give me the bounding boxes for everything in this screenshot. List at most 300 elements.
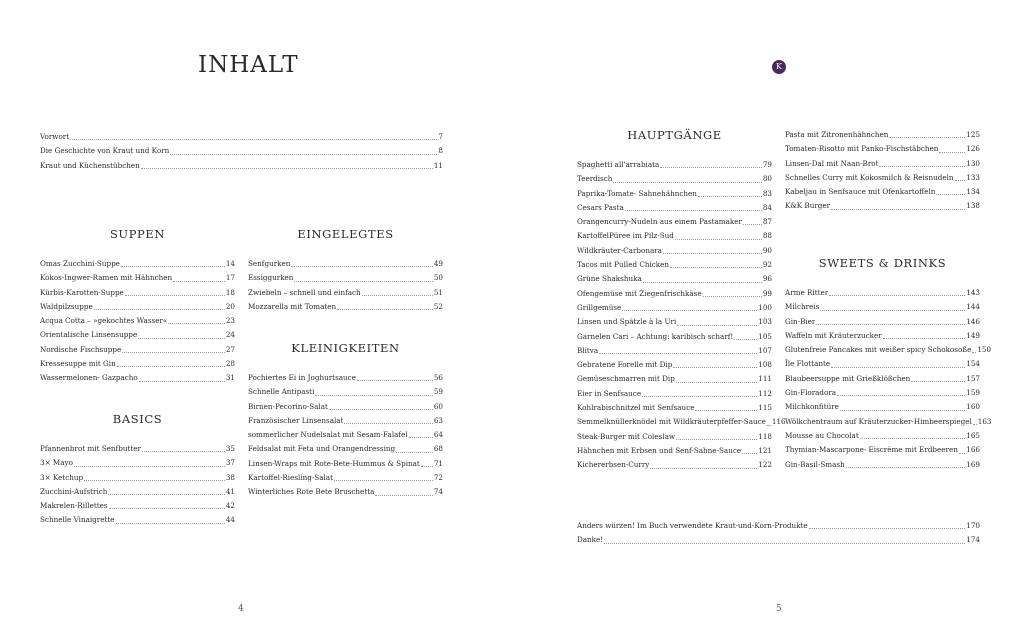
dot-leader — [660, 167, 762, 168]
dot-leader — [837, 395, 965, 396]
toc-entry-title: Gebratene Forelle mit Dip — [577, 360, 673, 370]
toc-entry-page: 143 — [966, 288, 980, 297]
dot-leader — [362, 295, 433, 296]
dot-leader — [939, 152, 965, 153]
toc-entry-page: 138 — [966, 201, 980, 211]
toc-entry-title: Gemüseschmarren mit Dip — [577, 374, 675, 384]
toc-entry — [577, 372, 772, 386]
toc-entry-page: 154 — [966, 359, 980, 369]
toc-entry-title: Schnelle Antipasti — [248, 387, 315, 397]
toc-entry-title: Eier in Senfsauce — [577, 388, 642, 398]
more-mains-list — [785, 128, 980, 214]
toc-entry-page: 160 — [966, 402, 980, 412]
toc-entry-title: Danke! — [577, 535, 604, 545]
toc-entry-title: K&K Burger — [785, 201, 831, 211]
dot-leader — [676, 439, 757, 440]
toc-entry-title: Kichererbsen-Curry — [577, 460, 650, 470]
toc-entry — [577, 533, 980, 547]
toc-entry-page: 105 — [758, 331, 772, 341]
toc-entry-page: 64 — [433, 430, 443, 440]
toc-entry-page: 24 — [225, 330, 235, 340]
toc-entry-page: 17 — [225, 273, 235, 283]
dot-leader — [121, 266, 225, 267]
toc-entry-page: 28 — [225, 359, 235, 369]
dot-leader — [622, 310, 757, 311]
toc-entry-title: Wassermelonen- Gazpacho — [40, 373, 138, 383]
sweets-section — [785, 256, 992, 472]
toc-entry-title: Orangencurry-Nudeln aus einem Pastamaker — [577, 217, 742, 227]
toc-entry-title: Pasta mit Zitronenhähnchen — [785, 130, 889, 139]
toc-entry — [40, 371, 235, 385]
dot-leader — [973, 424, 977, 425]
toc-entry — [577, 158, 772, 172]
section-heading: SUPPEN — [109, 227, 166, 241]
toc-entry — [785, 343, 992, 357]
toc-entry-title: 3× Mayo — [40, 458, 73, 468]
toc-entry — [785, 386, 980, 400]
toc-entry — [785, 128, 980, 142]
toc-entry-page: 111 — [758, 374, 772, 384]
toc-entry-page: 125 — [966, 130, 980, 139]
toc-entry — [577, 201, 772, 215]
toc-entry — [577, 344, 772, 358]
dot-leader — [676, 382, 757, 383]
toc-entry — [40, 159, 443, 173]
toc-entry — [577, 358, 772, 372]
toc-entry — [248, 457, 443, 471]
toc-entry-page: 99 — [762, 288, 772, 298]
page-number: 5 — [776, 604, 782, 614]
hauptgaenge-list — [577, 158, 786, 473]
toc-entry-title: Schnelles Curry mit Kokosmilch & Reisnudeln — [785, 172, 954, 182]
toc-entry-page: 38 — [225, 472, 235, 482]
dot-leader — [357, 380, 433, 381]
dot-leader — [142, 451, 225, 452]
toc-entry — [40, 485, 235, 499]
toc-entry-page: 96 — [762, 274, 772, 284]
toc-entry-title: Vorwort — [40, 132, 70, 141]
outro-section — [577, 519, 980, 548]
toc-entry-title: Nordische Fischsuppe — [40, 344, 122, 354]
toc-entry-title: Grüne Shakshuka — [577, 274, 642, 284]
toc-entry-page: 52 — [433, 301, 443, 311]
toc-entry — [785, 443, 980, 457]
toc-entry-title: Orientalische Linsensuppe — [40, 330, 138, 340]
toc-entry-title: Paprika-Tomate- Sahnehähnchen — [577, 188, 697, 198]
dot-leader — [109, 508, 225, 509]
toc-entry-page: 60 — [433, 401, 443, 411]
toc-entry-title: Kabeljau in Senfsauce mit Ofenkartoffeln — [785, 187, 936, 197]
more-mains-section — [785, 128, 980, 214]
toc-entry — [248, 257, 443, 271]
dot-leader — [116, 523, 225, 524]
section-heading: KLEINIGKEITEN — [291, 341, 400, 355]
toc-entry-title: Arme Ritter — [785, 288, 829, 297]
dot-leader — [959, 453, 965, 454]
dot-leader — [599, 353, 757, 354]
toc-entry — [40, 471, 235, 485]
dot-leader — [650, 468, 757, 469]
toc-entry-page: 92 — [762, 260, 772, 270]
dot-leader — [294, 281, 432, 282]
toc-entry-page: 56 — [433, 373, 443, 382]
toc-entry — [577, 258, 772, 272]
toc-entry-title: Blitva — [577, 345, 599, 355]
toc-entry-page: 11 — [433, 160, 443, 170]
dot-leader — [955, 180, 966, 181]
toc-entry-title: Zwiebeln – schnell und einfach — [248, 287, 361, 297]
dot-leader — [421, 466, 433, 467]
dot-leader — [329, 409, 433, 410]
toc-entry-page: 146 — [966, 316, 980, 326]
toc-entry-page: 121 — [758, 445, 772, 455]
toc-entry-title: Garnelen Cari – Achtung: karibisch scharf! — [577, 331, 734, 341]
toc-entry-page: 23 — [225, 316, 235, 326]
toc-entry-page: 144 — [966, 302, 980, 312]
dot-leader — [734, 339, 757, 340]
toc-entry-page: 157 — [966, 373, 980, 383]
dot-leader — [315, 395, 432, 396]
eingelegtes-section — [248, 227, 443, 314]
toc-entry — [577, 229, 772, 243]
toc-entry-title: KartoffelPüree im Pilz-Sud — [577, 231, 674, 241]
toc-entry-title: Die Geschichte von Kraut und Korn — [40, 146, 170, 156]
dot-leader — [117, 366, 225, 367]
dot-leader — [396, 452, 433, 453]
toc-entry-page: 79 — [762, 160, 772, 169]
dot-leader — [125, 295, 225, 296]
toc-entry — [248, 400, 443, 414]
toc-entry-page: 68 — [433, 444, 443, 454]
dot-leader — [613, 182, 761, 183]
toc-entry — [785, 329, 980, 343]
dot-leader — [625, 210, 762, 211]
toc-entry-page: 159 — [966, 388, 980, 398]
toc-entry-page: 51 — [433, 287, 443, 297]
dot-leader — [643, 282, 762, 283]
toc-entry-title: Spaghetti all'arrabiata — [577, 160, 660, 169]
dot-leader — [809, 528, 966, 529]
toc-entry — [40, 144, 443, 158]
toc-entry — [577, 244, 772, 258]
dot-leader — [972, 352, 976, 353]
toc-entry-page: 41 — [225, 486, 235, 496]
dot-leader — [742, 453, 757, 454]
toc-entry — [248, 371, 443, 385]
toc-entry-page: 134 — [966, 187, 980, 197]
toc-entry — [785, 185, 980, 199]
toc-entry — [40, 130, 443, 144]
toc-entry-title: Kohlrabischnitzel mit Senfsauce — [577, 403, 695, 413]
toc-entry-page: 18 — [225, 287, 235, 297]
toc-entry-title: Cesars Pasta — [577, 202, 624, 212]
toc-entry-page: 42 — [225, 501, 235, 511]
dot-leader — [74, 466, 225, 467]
dot-leader — [911, 381, 965, 382]
toc-entry-page: 7 — [438, 132, 443, 141]
dot-leader — [829, 295, 965, 296]
kleinigkeiten-section — [248, 341, 443, 500]
toc-entry — [248, 414, 443, 428]
dot-leader — [860, 438, 966, 439]
section-heading: EINGELEGTES — [297, 227, 394, 241]
toc-entry-page: 72 — [433, 473, 443, 483]
toc-entry — [40, 271, 235, 285]
toc-entry-title: Gin-Basil-Smash — [785, 459, 845, 469]
toc-entry-page: 116 — [771, 417, 786, 427]
dot-leader — [108, 494, 224, 495]
toc-entry-page: 35 — [225, 444, 235, 453]
toc-entry-page: 20 — [225, 301, 235, 311]
toc-entry-page: 80 — [762, 174, 772, 184]
toc-entry-page: 71 — [433, 458, 443, 468]
dot-leader — [170, 154, 437, 155]
dot-leader — [141, 168, 433, 169]
toc-entry-title: Milchkonfitüre — [785, 402, 839, 412]
toc-entry-title: Thymian-Mascarpone- Eiscrème mit Erdbeeren — [785, 445, 958, 455]
kleinigkeiten-list — [248, 371, 443, 500]
toc-entry — [40, 314, 235, 328]
toc-entry — [248, 428, 443, 442]
dot-leader — [695, 410, 757, 411]
toc-entry-page: 49 — [433, 259, 443, 268]
toc-entry-title: Birnen-Pecorino-Salat — [248, 401, 328, 411]
dot-leader — [743, 224, 762, 225]
toc-entry — [40, 499, 235, 513]
toc-entry-title: Tacos mit Pulled Chicken — [577, 260, 670, 270]
toc-entry-title: Schnelle Vinaigrette — [40, 515, 115, 525]
toc-entry-page: 165 — [966, 430, 980, 440]
toc-entry — [577, 287, 772, 301]
toc-entry-title: Anders würzen! Im Buch verwendete Kraut-und-Korn-Produkte — [577, 521, 808, 530]
toc-entry — [577, 401, 772, 415]
toc-entry — [248, 485, 443, 499]
toc-entry-page: 108 — [758, 360, 772, 370]
toc-entry — [248, 442, 443, 456]
toc-entry-title: Mousse au Chocolat — [785, 430, 859, 440]
toc-entry — [40, 513, 235, 527]
toc-entry-title: Kressesuppe mit Gin — [40, 359, 116, 369]
toc-entry — [785, 415, 992, 429]
toc-entry-title: Kraut und Küchenstübchen — [40, 160, 140, 170]
toc-entry-title: Winterliches Rote Bete Bruschetta — [248, 487, 375, 497]
toc-entry-title: Steak-Burger mit Coleslaw — [577, 431, 676, 441]
sweets-list — [785, 286, 992, 472]
dot-leader — [677, 325, 757, 326]
section-heading: BASICS — [112, 412, 163, 426]
toc-entry-title: Mozzarella mit Tomaten — [248, 301, 337, 311]
toc-entry-title: 3× Ketchup — [40, 472, 84, 482]
page-title: INHALT — [198, 52, 299, 78]
dot-leader — [409, 437, 433, 438]
toc-entry — [577, 187, 772, 201]
toc-entry — [577, 215, 772, 229]
dot-leader — [703, 296, 762, 297]
toc-entry-page: 63 — [433, 415, 443, 425]
toc-entry — [248, 286, 443, 300]
toc-entry — [40, 357, 235, 371]
toc-entry-title: Teerdisch — [577, 174, 613, 184]
toc-entry-page: 74 — [433, 487, 443, 497]
toc-entry-title: Wölkchentraum auf Kräuterzucker-Himbeerspiegel — [785, 416, 972, 426]
toc-entry-page: 174 — [966, 535, 980, 545]
toc-entry — [40, 343, 235, 357]
toc-entry-page: 90 — [762, 245, 772, 255]
toc-entry-page: 133 — [966, 172, 980, 182]
dot-leader — [337, 309, 433, 310]
toc-entry-page: 37 — [225, 458, 235, 468]
dot-leader — [375, 495, 432, 496]
toc-entry-title: Grillgemüse — [577, 302, 622, 312]
dot-leader — [173, 281, 225, 282]
dot-leader — [889, 137, 965, 138]
dot-leader — [122, 352, 225, 353]
toc-entry-title: Senfgurken — [248, 259, 291, 268]
dot-leader — [94, 309, 225, 310]
dot-leader — [344, 423, 432, 424]
toc-entry-title: Gin-Bier — [785, 316, 816, 326]
toc-entry-title: Linsen-Dal mit Naan-Brot — [785, 158, 879, 168]
dot-leader — [840, 410, 965, 411]
toc-entry — [785, 142, 980, 156]
toc-entry — [40, 442, 235, 456]
toc-entry — [785, 372, 980, 386]
intro-section — [40, 130, 443, 173]
toc-entry-page: 87 — [762, 217, 772, 227]
toc-entry — [577, 301, 772, 315]
toc-entry-title: Feldsalat mit Feta und Orangendressing — [248, 444, 396, 454]
toc-entry-title: Blaubeersuppe mit Grießklößchen — [785, 373, 911, 383]
dot-leader — [138, 338, 225, 339]
toc-entry-title: Acqua Cotta – »gekochtes Wasser« — [40, 316, 168, 326]
toc-entry-page: 112 — [758, 388, 772, 398]
toc-entry-title: Omas Zucchini-Suppe — [40, 259, 120, 268]
dot-leader — [139, 381, 225, 382]
toc-entry-title: Zucchini-Aufstrich — [40, 486, 108, 496]
toc-entry-title: Hähnchen mit Erbsen und Senf-Sahne-Sauce — [577, 445, 742, 455]
toc-entry-title: Kürbis-Karotten-Suppe — [40, 287, 124, 297]
toc-entry — [785, 300, 980, 314]
dot-leader — [675, 239, 762, 240]
toc-entry — [785, 458, 980, 472]
toc-entry-title: Kartoffel-Riesling-Salat — [248, 473, 333, 483]
toc-entry-page: 150 — [977, 345, 992, 355]
toc-entry — [248, 385, 443, 399]
dot-leader — [663, 253, 762, 254]
toc-entry — [577, 415, 786, 429]
dot-leader — [879, 166, 965, 167]
dot-leader — [334, 480, 433, 481]
toc-entry-page: 130 — [966, 158, 980, 168]
toc-entry-title: Pochiertes Ei in Joghurtsauce — [248, 373, 356, 382]
page-number: 4 — [238, 604, 244, 614]
toc-entry — [785, 286, 980, 300]
toc-entry-page: 44 — [225, 515, 235, 525]
dot-leader — [846, 467, 966, 468]
toc-entry — [577, 272, 772, 286]
dot-leader — [673, 367, 757, 368]
dot-leader — [84, 480, 225, 481]
toc-entry-page: 103 — [758, 317, 772, 327]
toc-entry — [577, 387, 772, 401]
dot-leader — [767, 425, 771, 426]
toc-entry-title: Ofengemüse mit Ziegenfrischkäse — [577, 288, 702, 298]
dot-leader — [291, 266, 432, 267]
toc-entry — [40, 456, 235, 470]
toc-entry-page: 100 — [758, 302, 772, 312]
suppen-section — [40, 227, 235, 386]
toc-entry-page: 115 — [758, 403, 772, 413]
toc-entry-title: Linsen und Spätzle à la Uri — [577, 317, 677, 327]
toc-entry-title: Französischer Linsensalat — [248, 415, 344, 425]
toc-entry — [785, 171, 980, 185]
toc-entry-title: Waldpilzsuppe — [40, 301, 93, 311]
toc-entry-page: 27 — [225, 344, 235, 354]
toc-entry-page: 170 — [966, 521, 980, 530]
toc-entry-page: 84 — [762, 202, 772, 212]
toc-entry-page: 59 — [433, 387, 443, 397]
toc-entry-title: Wildkräuter-Carbonara — [577, 245, 662, 255]
toc-entry — [577, 430, 772, 444]
toc-entry — [248, 300, 443, 314]
outro-list — [577, 519, 980, 548]
toc-entry-page: 107 — [758, 345, 772, 355]
toc-entry-page: 126 — [966, 144, 980, 154]
toc-entry — [577, 315, 772, 329]
kraut-korn-logo-icon: K — [772, 60, 786, 74]
dot-leader — [670, 267, 762, 268]
toc-entry — [248, 271, 443, 285]
right-page — [510, 0, 1020, 644]
dot-leader — [883, 338, 966, 339]
toc-entry — [785, 429, 980, 443]
toc-entry — [577, 444, 772, 458]
toc-entry-title: Île Flottante — [785, 359, 831, 369]
dot-leader — [698, 196, 762, 197]
toc-entry-title: Makrelen-Rillettes — [40, 501, 108, 511]
toc-entry-page: 31 — [225, 373, 235, 383]
toc-entry — [577, 172, 772, 186]
toc-entry-page: 118 — [758, 431, 772, 441]
basics-list — [40, 442, 235, 528]
toc-entry — [577, 519, 980, 533]
section-heading: SWEETS & DRINKS — [818, 256, 947, 270]
toc-entry — [40, 328, 235, 342]
toc-entry-page: 50 — [433, 273, 443, 283]
toc-entry-page: 83 — [762, 188, 772, 198]
toc-entry-page: 149 — [966, 330, 980, 340]
toc-entry-title: Milchreis — [785, 302, 820, 312]
dot-leader — [820, 310, 965, 311]
eingelegtes-list — [248, 257, 443, 314]
toc-entry — [248, 471, 443, 485]
toc-entry — [785, 157, 980, 171]
dot-leader — [831, 367, 965, 368]
toc-entry-page: 163 — [977, 416, 992, 426]
toc-entry — [40, 300, 235, 314]
hauptgaenge-section — [577, 128, 786, 473]
toc-entry — [785, 315, 980, 329]
toc-entry — [785, 400, 980, 414]
section-heading: HAUPTGÄNGE — [627, 128, 722, 142]
intro-list — [40, 130, 443, 173]
toc-entry — [577, 330, 772, 344]
toc-entry-page: 14 — [225, 259, 235, 268]
toc-entry-page: 122 — [758, 460, 772, 470]
toc-entry-page: 169 — [966, 459, 980, 469]
toc-entry — [785, 199, 980, 213]
dot-leader — [642, 396, 757, 397]
